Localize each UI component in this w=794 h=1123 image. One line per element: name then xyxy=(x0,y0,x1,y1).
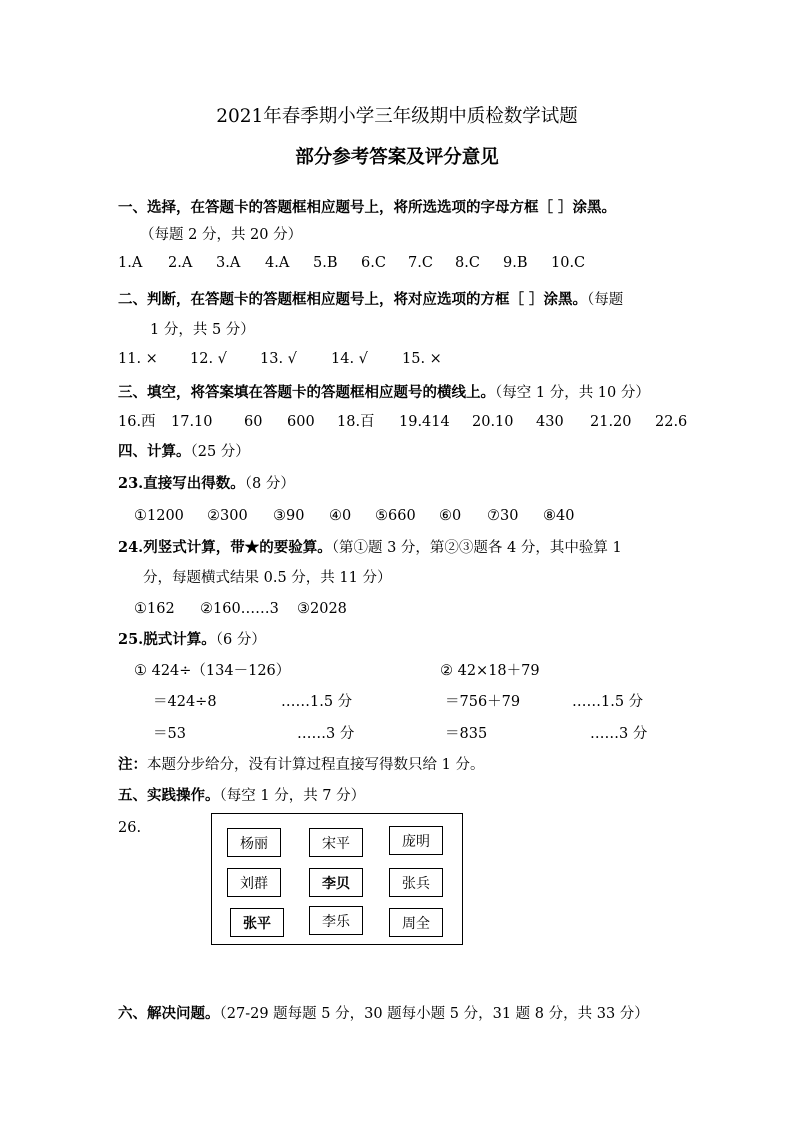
answer-14: 14. √ xyxy=(331,351,368,367)
seat-box: 杨丽 xyxy=(227,828,281,857)
answer-13: 13. √ xyxy=(260,351,297,367)
answer-22: 22.6 xyxy=(655,414,688,430)
section-4-title: 四、计算。 xyxy=(118,443,191,460)
q23-scoring: （8 分） xyxy=(244,476,295,492)
section-1-heading xyxy=(118,199,616,217)
note-text: 本题分步给分，没有计算过程直接写得数只给 1 分。 xyxy=(147,757,485,773)
answer-20-a: 20.10 xyxy=(472,414,514,430)
q25-right-score-1: ……1.5 分 xyxy=(572,694,644,710)
q24-answer: ①162 xyxy=(134,601,175,617)
q23-answer: ①1200 xyxy=(134,508,184,524)
page-subtitle: 部分参考答案及评分意见 xyxy=(295,147,499,168)
q25-left-step-1: ＝424÷8 xyxy=(153,694,217,710)
q23-answer: ⑧40 xyxy=(543,508,575,524)
answer-4: 4.A xyxy=(265,255,290,271)
answer-3: 3.A xyxy=(216,255,241,271)
seat-box: 李乐 xyxy=(309,906,363,935)
answer-17-a: 17.10 xyxy=(171,414,213,430)
q25-right-step-2: ＝835 xyxy=(445,726,488,742)
q23-answer: ④0 xyxy=(329,508,352,524)
answer-17-c: 600 xyxy=(287,414,315,430)
answer-6: 6.C xyxy=(361,255,386,271)
q24-heading xyxy=(118,539,622,557)
section-1-instructions: 选择，在答题卡的答题框相应题号上，将所选选项的字母方框［ ］涂黑。 xyxy=(147,199,617,216)
page-title: 2021年春季期小学三年级期中质检数学试题 xyxy=(216,106,578,127)
q26-label: 26. xyxy=(118,820,142,836)
note-label: 注： xyxy=(118,756,147,773)
q24-answer: ③2028 xyxy=(297,601,347,617)
q25-left-expression: ① 424÷（134－126） xyxy=(134,663,291,679)
section-3-instructions: 三、填空，将答案填在答题卡的答题框相应题号的横线上。 xyxy=(118,384,495,401)
q25-right-score-2: ……3 分 xyxy=(590,726,648,742)
q23-answer: ③90 xyxy=(273,508,305,524)
answer-2: 2.A xyxy=(168,255,193,271)
seat-box: 宋平 xyxy=(309,828,363,857)
q23-answer: ②300 xyxy=(207,508,248,524)
section-1-scoring: （每题 2 分，共 20 分） xyxy=(140,227,303,243)
answer-20-b: 430 xyxy=(536,414,564,430)
section-2-scoring: 1 分，共 5 分） xyxy=(150,322,255,338)
answer-12: 12. √ xyxy=(190,351,227,367)
seat-box: 庞明 xyxy=(389,826,443,855)
q25-right-step-1: ＝756＋79 xyxy=(445,694,521,710)
seat-box: 张兵 xyxy=(389,868,443,897)
q25-title: 25.脱式计算。 xyxy=(118,631,216,648)
q23-answer: ⑤660 xyxy=(375,508,416,524)
q24-scoring: （第①题 3 分，第②③题各 4 分，其中验算 1 xyxy=(331,540,622,556)
q25-left-step-2: ＝53 xyxy=(153,726,186,742)
answer-19: 19.414 xyxy=(399,414,450,430)
seat-box: 周全 xyxy=(389,908,443,937)
q25-left-score-2: ……3 分 xyxy=(297,726,355,742)
q25-heading xyxy=(118,631,266,649)
answer-21: 21.20 xyxy=(590,414,632,430)
section-2-scoring-start: （每题 xyxy=(587,292,624,308)
answer-15: 15. × xyxy=(402,351,442,367)
section-5-heading xyxy=(118,787,365,805)
section-4-scoring: （25 分） xyxy=(190,444,250,460)
section-1-number: 一、 xyxy=(118,199,147,216)
q24-answer: ②160……3 xyxy=(200,601,279,617)
answer-8: 8.C xyxy=(455,255,480,271)
seat-box-filled: 李贝 xyxy=(309,868,363,897)
q23-answer: ⑦30 xyxy=(487,508,519,524)
answer-1: 1.A xyxy=(118,255,143,271)
section-6-scoring: （27-29 题每题 5 分，30 题每小题 5 分，31 题 8 分，共 33 分） xyxy=(219,1006,649,1022)
section-3-scoring: （每空 1 分，共 10 分） xyxy=(495,385,650,401)
section-2-number: 二、 xyxy=(118,291,147,308)
seat-box-filled: 张平 xyxy=(230,908,284,937)
seat-box: 刘群 xyxy=(227,868,281,897)
q25-right-expression: ② 42×18＋79 xyxy=(440,663,540,679)
section-4-heading xyxy=(118,443,250,461)
section-2-heading xyxy=(118,291,623,309)
q24-scoring-cont: 分，每题横式结果 0.5 分，共 11 分） xyxy=(143,570,392,586)
answer-10: 10.C xyxy=(551,255,586,271)
q25-note xyxy=(118,756,484,774)
q23-answer: ⑥0 xyxy=(439,508,462,524)
section-5-scoring: （每空 1 分，共 7 分） xyxy=(219,788,366,804)
section-6-heading xyxy=(118,1005,649,1023)
section-5-title: 五、实践操作。 xyxy=(118,787,220,804)
q25-left-score-1: ……1.5 分 xyxy=(281,694,353,710)
answer-5: 5.B xyxy=(313,255,338,271)
q23-heading xyxy=(118,475,295,493)
answer-9: 9.B xyxy=(503,255,528,271)
answer-18: 18.百 xyxy=(337,414,375,430)
answer-11: 11. × xyxy=(118,351,158,367)
answer-17-b: 60 xyxy=(244,414,263,430)
section-2-instructions: 判断，在答题卡的答题框相应题号上，将对应选项的方框［ ］涂黑。 xyxy=(147,291,588,308)
q23-title: 23.直接写出得数。 xyxy=(118,475,245,492)
section-6-title: 六、解决问题。 xyxy=(118,1005,220,1022)
answer-16: 16.西 xyxy=(118,414,156,430)
section-3-heading xyxy=(118,384,650,402)
q24-title: 24.列竖式计算，带★的要验算。 xyxy=(118,539,332,556)
q25-scoring: （6 分） xyxy=(215,632,266,648)
answer-7: 7.C xyxy=(408,255,433,271)
